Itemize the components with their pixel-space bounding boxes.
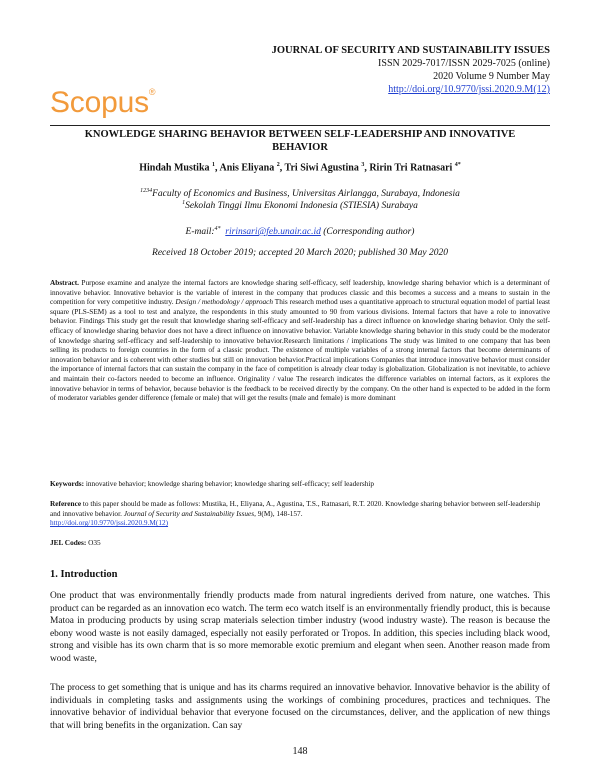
keywords-label: Keywords: xyxy=(50,479,85,488)
abstract-text: Purpose examine and analyze the internal factors are knowledge sharing self-efficacy, self leadership, knowledge sharing behavior which is a determinant of innovative behavior. Innovative behavior is the variable of interest in the company that produces classic and this becomes a success and a means to sustain in the competition for very competitive industry. xyxy=(50,278,550,307)
author-sup: 1 xyxy=(212,162,216,168)
affiliation-sup: 1 xyxy=(182,200,186,206)
citation-reference xyxy=(50,499,550,528)
author-sup: 2 xyxy=(276,162,280,168)
abstract-label: Abstract. xyxy=(50,278,79,287)
body-paragraph: One product that was environmentally friendly products made from natural ingredients derived from nature, one watches. This product can be regarded as an innovation eco watch. The term eco watch itself is an environmentally friendly product, this is because Matoa in producing products by using scrap materials selection timber industry (wood industry waste). The reason is because the ebony wood waste is not easily damaged, especially not easily perforated or Tropos. In addition, this species including black wood, strong and visible has its own charm that is so more memorable exotic premium and elegant when seen. Another reason made from wood waste, xyxy=(50,591,550,664)
affiliation xyxy=(50,188,550,199)
affiliation xyxy=(50,200,550,211)
reference-label: Reference xyxy=(50,499,82,508)
reference-doi-link[interactable]: http://doi.org/10.9770/jssi.2020.9.M(12) xyxy=(50,518,169,528)
author-name: Ririn Tri Ratnasari xyxy=(369,162,453,174)
scopus-logo-text: Scopus xyxy=(50,86,149,119)
volume-line: 2020 Volume 9 Number May xyxy=(433,71,550,82)
email-sup: 4* xyxy=(214,226,221,232)
abstract xyxy=(50,278,550,403)
abstract-text-cont: This research method uses a quantitative approach to structural equation model of partial least square (PLS-SEM) as a tool to test and analyze, the respondents in this study amounted to 90 from various divisions. Internal factors that have a role to innovative behavior. Findings This study get the result that knowledge sharing self-efficacy and self-leadership has a direct influence on knowledge sharing behavior. Only the self-efficacy of knowledge sharing behavior does not have a direct influence on innovative behavior. Variable knowledge sharing behavior in this study could be the moderator of knowledge sharing self-efficacy and self-leadership to innovative behavior.Research limitations / implications The study was limited to one company that has been selling its products to foreign countries in the form of a classic product. The existence of multiple variables of a strong internal factors that become determinants of innovation behavior and is coherent with other studies but still on innovation behavior.Practical implications Companies that introduce innovative behavior must consider the importance of internal factors that can sustain the company in the face of competition is already clear today is globalization. Globalization is not inevitable, to achieve and maintain their co-factors needed to become an influence. Originality / value The research indicates the difference variables on internal factors, as it explores the innovative behavior in terms of behavior, because behavior is the feedback to be received directly by the company. On the other hand is expected to be added in the form of moderator variables gender difference (female or male) that will get the results (male and female) is more dominant xyxy=(50,297,550,403)
jel-label: JEL Codes: xyxy=(50,538,87,547)
affiliation-text: Faculty of Economics and Business, Universitas Airlangga, Surabaya, Indonesia xyxy=(152,189,460,200)
registered-mark: ® xyxy=(148,87,156,97)
doi-link[interactable]: http://doi.org/10.9770/jssi.2020.9.M(12) xyxy=(388,84,550,95)
author-sup: 3 xyxy=(361,162,365,168)
section-heading: 1. Introduction xyxy=(50,569,118,580)
issn-line: ISSN 2029-7017/ISSN 2029-7025 (online) xyxy=(378,58,550,69)
jel-codes xyxy=(50,538,550,547)
affiliation-text: Sekolah Tinggi Ilmu Ekonomi Indonesia (STIESIA) Surabaya xyxy=(185,201,418,212)
page-number: 148 xyxy=(292,746,308,757)
author-sep: , xyxy=(215,162,220,174)
author-name: Tri Siwi Agustina xyxy=(284,162,359,174)
jel-value: O35 xyxy=(86,538,101,547)
keywords-text: innovative behavior; knowledge sharing behavior; knowledge sharing self-efficacy; self leadership xyxy=(84,479,375,488)
article-dates: Received 18 October 2019; accepted 20 March 2020; published 30 May 2020 xyxy=(152,248,448,258)
reference-text: to this paper should be made as follows: Mustika, H., Eliyana, A., Agustina, T.S., Ratnasari, R.T. 2020. Knowledge sharing behavior between self-leadership and innovative behavior. xyxy=(50,499,541,518)
email-link[interactable]: ririnsari@feb.unair.ac.id xyxy=(225,227,321,238)
header-divider xyxy=(50,125,550,126)
article-title: KNOWLEDGE SHARING BEHAVIOR BETWEEN SELF-LEADERSHIP AND INNOVATIVE BEHAVIOR xyxy=(84,129,516,153)
email-prefix: E-mail: xyxy=(185,227,215,238)
email-suffix: (Corresponding author) xyxy=(320,227,415,238)
author-sep: , xyxy=(279,162,285,174)
journal-name: JOURNAL OF SECURITY AND SUSTAINABILITY ISSUES xyxy=(271,45,550,56)
author-sep: , xyxy=(364,162,370,174)
keywords xyxy=(50,479,550,489)
author-name: Anis Eliyana xyxy=(219,162,275,174)
reference-journal: Journal of Security and Sustainability Issues xyxy=(123,508,255,518)
abstract-method-label: Design / methodology / approach xyxy=(175,297,274,307)
scopus-logo xyxy=(50,88,155,118)
author-list xyxy=(50,162,550,173)
author-sup: 4* xyxy=(454,162,461,168)
body-paragraph: The process to get something that is unique and has its charms required an innovative behavior. Innovative behavior is the ability of individuals in completing tasks and assignments using the workings of combining procedures, practices and techniques. The innovative behavior of individual behavior that everyone focused on the circumstances, deliver, and the application of new things that will bring benefits in the organization. Can say xyxy=(50,683,550,731)
contact-email xyxy=(50,226,550,237)
affiliation-sup: 1234 xyxy=(140,188,153,194)
author-name: Hindah Mustika xyxy=(139,162,210,174)
reference-text-cont: , 9(M), 148-157. xyxy=(254,508,303,518)
